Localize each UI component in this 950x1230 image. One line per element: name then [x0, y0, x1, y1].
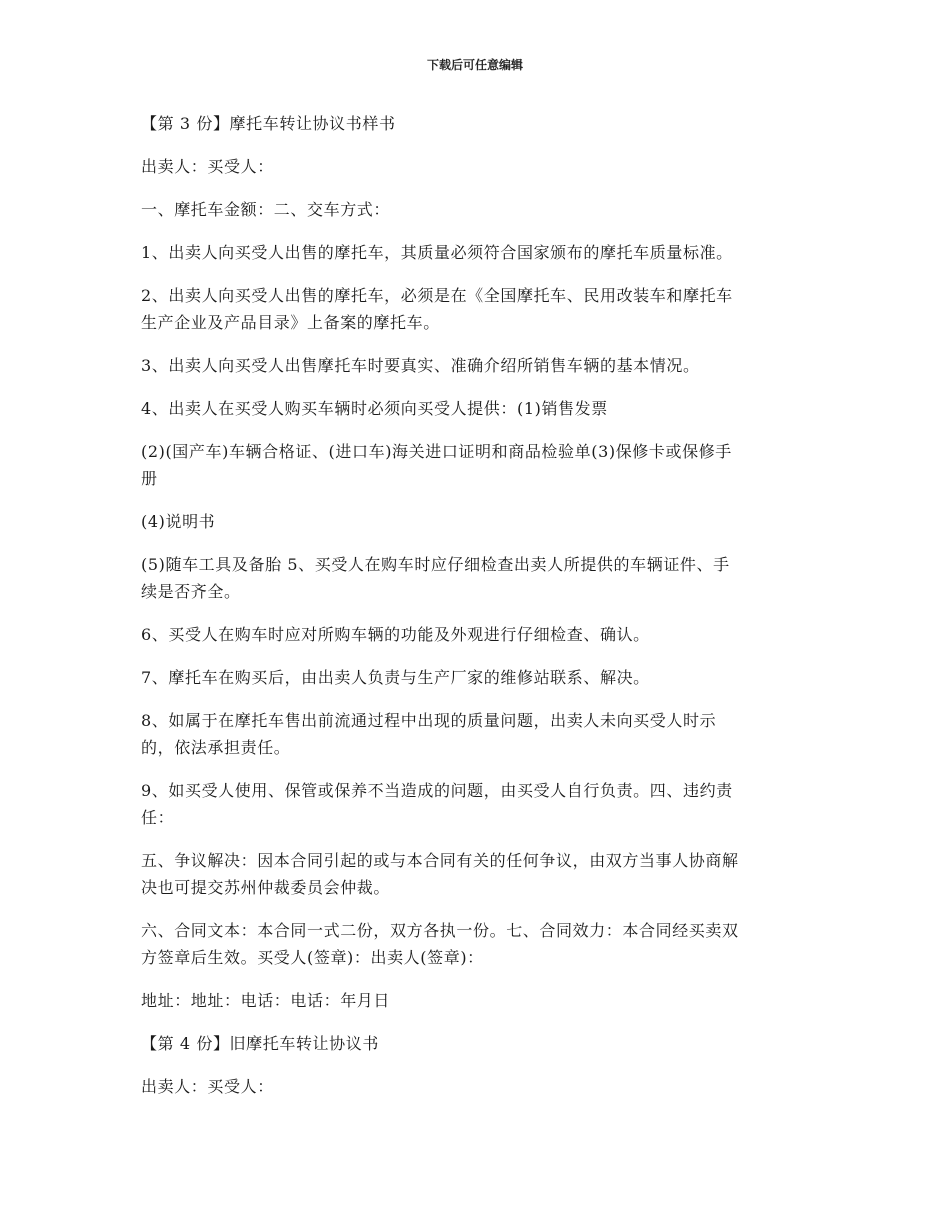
clause-4-item-2: (2)(国产车)车辆合格证、(进口车)海关进口证明和商品检验单(3)保修卡或保修手 册	[141, 442, 732, 488]
parties-line-2: 出卖人：买受人：	[141, 1077, 274, 1096]
page-header: 下载后可任意编辑	[426, 58, 523, 72]
contract-text-clause: 六、合同文本：本合同一式二份，双方各执一份。七、合同效力：本合同经买卖双 方签章后生效。买受人(签章)：出卖人(签章)：	[141, 921, 739, 967]
clause-4: 4、出卖人在买受人购买车辆时必须向买受人提供：(1)销售发票	[141, 399, 608, 418]
clause-1: 1、出卖人向买受人出售的摩托车，其质量必须符合国家颁布的摩托车质量标准。	[141, 243, 733, 262]
clause-9: 9、如买受人使用、保管或保养不当造成的问题，由买受人自行负责。四、违约责 任：	[141, 781, 733, 827]
clause-heading: 一、摩托车金额：二、交车方式：	[141, 200, 391, 219]
clause-5: (5)随车工具及备胎 5、买受人在购车时应仔细检查出卖人所提供的车辆证件、手 续是否齐全。	[141, 555, 730, 601]
clause-8: 8、如属于在摩托车售出前流通过程中出现的质量问题，出卖人未向买受人时示 的，依法承担责任。	[141, 711, 717, 757]
address-line: 地址：地址：电话：电话：年月日	[141, 991, 391, 1010]
section-title-4: 【第 4 份】旧摩托车转让协议书	[141, 1034, 379, 1053]
clause-4-item-4: (4)说明书	[141, 512, 216, 531]
document-body	[141, 110, 821, 1116]
clause-3: 3、出卖人向买受人出售摩托车时要真实、准确介绍所销售车辆的基本情况。	[141, 356, 700, 375]
parties-line: 出卖人：买受人：	[141, 157, 274, 176]
dispute-resolution: 五、争议解决：因本合同引起的或与本合同有关的任何争议，由双方当事人协商解 决也可提交苏州仲裁委员会仲裁。	[141, 851, 739, 897]
clause-6: 6、买受人在购车时应对所购车辆的功能及外观进行仔细检查、确认。	[141, 625, 650, 644]
section-title-3: 【第 3 份】摩托车转让协议书样书	[141, 114, 396, 133]
clause-7: 7、摩托车在购买后，由出卖人负责与生产厂家的维修站联系、解决。	[141, 668, 650, 687]
clause-2: 2、出卖人向买受人出售的摩托车，必须是在《全国摩托车、民用改装车和摩托车 生产企业及产品目录》上备案的摩托车。	[141, 286, 733, 332]
